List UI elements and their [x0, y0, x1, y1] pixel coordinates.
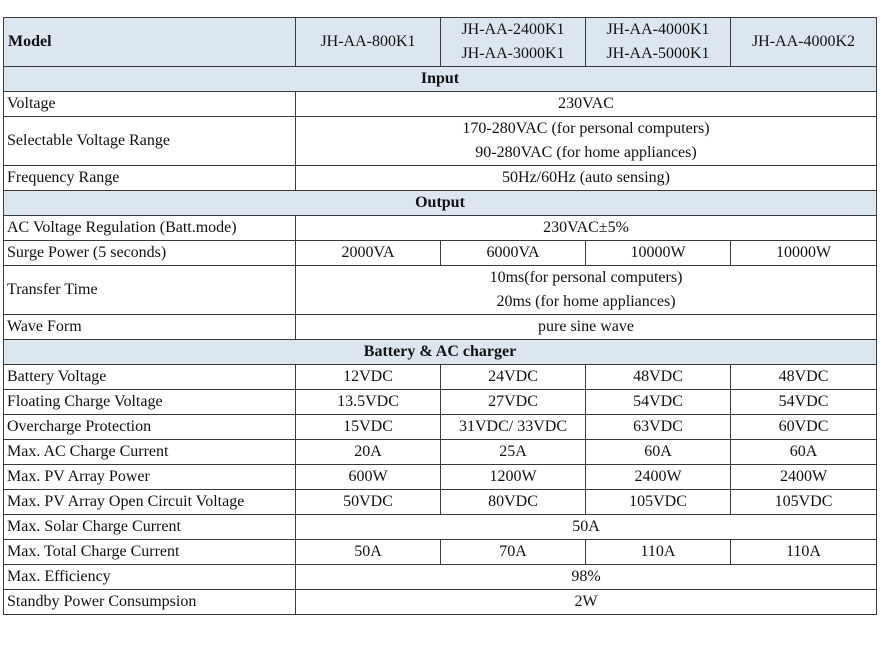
row-label: AC Voltage Regulation (Batt.mode)	[4, 216, 296, 241]
cell-value: 60A	[586, 440, 731, 465]
row-label: Max. Total Charge Current	[4, 540, 296, 565]
table-row	[4, 490, 877, 515]
row-label: Voltage	[4, 92, 296, 117]
cell-value: 6000VA	[441, 241, 586, 266]
section-title-output: Output	[4, 191, 877, 216]
cell-value: 13.5VDC	[296, 390, 441, 415]
row-value: pure sine wave	[296, 315, 877, 340]
table-row	[4, 315, 877, 340]
cell-value: 15VDC	[296, 415, 441, 440]
section-output-row	[4, 191, 877, 216]
model-name: JH-AA-800K1	[320, 33, 416, 50]
table-row	[4, 440, 877, 465]
cell-value: 25A	[441, 440, 586, 465]
cell-value: 60VDC	[731, 415, 877, 440]
table-row	[4, 515, 877, 540]
row-label: Transfer Time	[4, 266, 296, 315]
cell-value: 48VDC	[586, 365, 731, 390]
row-label: Overcharge Protection	[4, 415, 296, 440]
table-row	[4, 216, 877, 241]
row-label: Max. Solar Charge Current	[4, 515, 296, 540]
cell-value: 31VDC/ 33VDC	[441, 415, 586, 440]
model-name: JH-AA-5000K1	[606, 45, 710, 62]
model-name: JH-AA-2400K1	[461, 21, 565, 38]
cell-value: 2400W	[586, 465, 731, 490]
cell-value: 50VDC	[296, 490, 441, 515]
row-label: Max. PV Array Open Circuit Voltage	[4, 490, 296, 515]
model-header-label: Model	[4, 18, 296, 67]
cell-value: 50A	[296, 540, 441, 565]
table-row	[4, 465, 877, 490]
cell-value: 600W	[296, 465, 441, 490]
row-label: Standby Power Consumpsion	[4, 590, 296, 615]
cell-value: 105VDC	[731, 490, 877, 515]
table-row	[4, 590, 877, 615]
model-name: JH-AA-3000K1	[461, 45, 565, 62]
row-value: 50Hz/60Hz (auto sensing)	[296, 166, 877, 191]
row-value: 2W	[296, 590, 877, 615]
table-row	[4, 365, 877, 390]
cell-value: 110A	[731, 540, 877, 565]
value-line: 90-280VAC (for home appliances)	[475, 144, 697, 161]
row-label: Max. Efficiency	[4, 565, 296, 590]
cell-value: 63VDC	[586, 415, 731, 440]
table-row	[4, 166, 877, 191]
row-label: Battery Voltage	[4, 365, 296, 390]
row-label: Floating Charge Voltage	[4, 390, 296, 415]
cell-value: 54VDC	[586, 390, 731, 415]
cell-value: 105VDC	[586, 490, 731, 515]
table-row	[4, 390, 877, 415]
cell-value: 80VDC	[441, 490, 586, 515]
row-label: Max. PV Array Power	[4, 465, 296, 490]
cell-value: 12VDC	[296, 365, 441, 390]
spec-table	[3, 17, 877, 615]
table-row	[4, 117, 877, 166]
cell-value: 60A	[731, 440, 877, 465]
table-row	[4, 266, 877, 315]
table-row	[4, 92, 877, 117]
table-row	[4, 540, 877, 565]
cell-value: 2400W	[731, 465, 877, 490]
model-header-row	[4, 18, 877, 67]
value-line: 10ms(for personal computers)	[489, 269, 683, 286]
row-value: 230VAC	[296, 92, 877, 117]
model-name: JH-AA-4000K1	[606, 21, 710, 38]
row-label: Surge Power (5 seconds)	[4, 241, 296, 266]
value-line: 170-280VAC (for personal computers)	[462, 120, 710, 137]
row-label: Frequency Range	[4, 166, 296, 191]
model-col-4	[731, 18, 877, 67]
cell-value: 110A	[586, 540, 731, 565]
cell-value: 10000W	[586, 241, 731, 266]
cell-value: 70A	[441, 540, 586, 565]
model-col-1	[296, 18, 441, 67]
model-col-3	[586, 18, 731, 67]
row-value: 98%	[296, 565, 877, 590]
table-row	[4, 565, 877, 590]
value-line: 20ms (for home appliances)	[496, 293, 676, 310]
row-label: Max. AC Charge Current	[4, 440, 296, 465]
model-col-2	[441, 18, 586, 67]
row-value	[296, 266, 877, 315]
cell-value: 1200W	[441, 465, 586, 490]
table-row	[4, 415, 877, 440]
cell-value: 54VDC	[731, 390, 877, 415]
cell-value: 27VDC	[441, 390, 586, 415]
section-title-input: Input	[4, 67, 877, 92]
row-label: Wave Form	[4, 315, 296, 340]
table-row	[4, 241, 877, 266]
cell-value: 2000VA	[296, 241, 441, 266]
cell-value: 20A	[296, 440, 441, 465]
cell-value: 10000W	[731, 241, 877, 266]
row-label: Selectable Voltage Range	[4, 117, 296, 166]
section-input-row	[4, 67, 877, 92]
model-name: JH-AA-4000K2	[751, 33, 856, 50]
row-value	[296, 117, 877, 166]
section-title-battery: Battery & AC charger	[4, 340, 877, 365]
cell-value: 48VDC	[731, 365, 877, 390]
section-battery-row	[4, 340, 877, 365]
row-value: 50A	[296, 515, 877, 540]
cell-value: 24VDC	[441, 365, 586, 390]
row-value: 230VAC±5%	[296, 216, 877, 241]
